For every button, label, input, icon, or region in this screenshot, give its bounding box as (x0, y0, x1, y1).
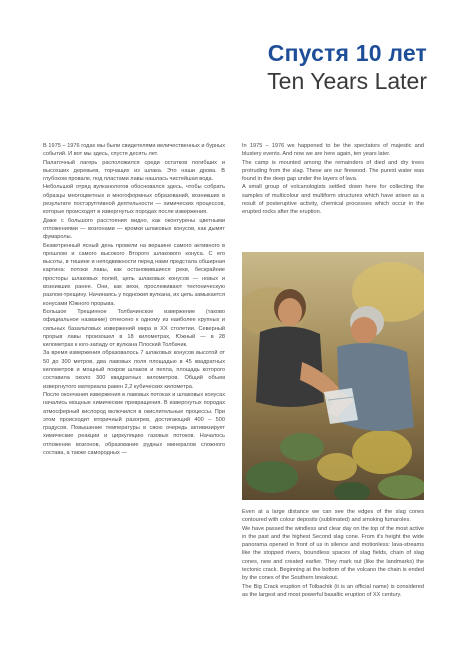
left-column-text (43, 142, 225, 612)
right-column-text-bottom (242, 508, 424, 612)
page-title-en: Ten Years Later (267, 68, 427, 94)
paragraph: Безветренный ясный день провели на вершине самого активного в прошлом и самого высокого Второго шлакового конуса. С его высоты, в тишине и неподвижности перед нами предстала обширная картина: потоки лавы, как остановившиеся реки, бескрайние просторы шлаковых полей, цепь шлаковых конусов — новых и возникших ранее. Они, как вехи, прослеживают тектоническую разлом-трещину. Начинаясь у подножия вулкана, их цепь замыкается конусами Южного прорыва. (43, 242, 225, 307)
paragraph: В 1975 – 1976 годах мы были свидетелями величественных и бурных событий. И вот мы здесь, спустя десять лет. (43, 143, 225, 158)
paragraph: Even at a large distance we can see the edges of the slag cones contoured with colour deposits (sublimated) and smoking fumaroles. (242, 509, 424, 524)
page-title-ru: Спустя 10 лет (267, 40, 427, 66)
right-column-text-top (242, 142, 424, 246)
paragraph: Большое Трещинное Толбачинское извержение (таково официальное название) отнесено к одному из наиболее крупных и сильных базальтовых извержений мира в ХХ столетии. Северный прорыв лавы произошел в 18 километрах, Южный — в 28 километрах к юго-западу от вулкана Плоский Толбачик. (43, 308, 225, 349)
paragraph: A small group of volcanologists settled down here for collecting the samples of multicolour and multiform structures which have arisen as a result of posteruptive activity, chemical processes which occur in the erupted rocks after the eruption. (242, 184, 424, 216)
paragraph: Даже с большого расстояния видно, как оконтурены цветными отложениями — возгонами — кромки шлаковых конусов, как дымят фумаролы. (43, 217, 225, 241)
paragraph: The camp is mounted among the remainders of died and dry trees protruding from the slag. These are our firewood. The purest water was found in the deep gap under the layers of lava. (242, 159, 424, 183)
photo-volcanologists (242, 252, 424, 500)
paragraph: We have passed the windless and clear day on the top of the most active in the past and the highest Second slag cone. From it's height the wide panorama opened in front of us in silence and motionless: lava-streams like the stopped rivers, boundless spaces of slag fields, chain of slag cones, new and created earlier. They mark out (like the landmarks) the tectonic crack. Beginning at the bottom of the volcano the chain is ended by the cones of the Southern breakout. (242, 525, 424, 582)
paragraph: После окончания извержения в лавовых потоках и шлаковых конусах начались мощные химические превращения. В извергнутых породах атмосферный кислород включился в окислительные процессы. При этом происходит вторичный разогрев, достигающий 400 – 500 градусов. Повышение температуры в свою очередь активизирует химические реакции и циркуляцию газовых потоков. Началось отложение возгонов, образование рудных минералов сложного состава, а также самородных — (43, 391, 225, 456)
paragraph: In 1975 – 1976 we happened to be the spectators of majestic and blustery events. And now we are here again, ten years later. (242, 143, 424, 158)
paragraph: Небольшой отряд вулканологов обосновался здесь, чтобы собрать образцы многоцветных и многоформных образований, возникших в результате постэруптивной деятельности — химических процессов, которые происходят в извергнутых породах после извержения. (43, 184, 225, 216)
paragraph: Палаточный лагерь расположился среди остатков погибших и высохших деревьев, торчащих из шлака. Это наши дрова. В глубоком провале, под пластами лавы нашлась чистейшая вода. (43, 159, 225, 183)
paragraph: За время извержения образовалось 7 шлаковых конусов высотой от 50 до 300 метров, два лавовых поля площадью в 45 квадратных километров и мощный покров шлаков и пепла, площадь которого составила около 300 квадратных километров. Общий объем извергнутого материала равен 2,2 кубических километра. (43, 350, 225, 390)
paragraph: The Big Crack eruption of Tolbachik (it is an official name) is considered as the largest and most powerful basaltic eruption of XX century. (242, 583, 424, 598)
